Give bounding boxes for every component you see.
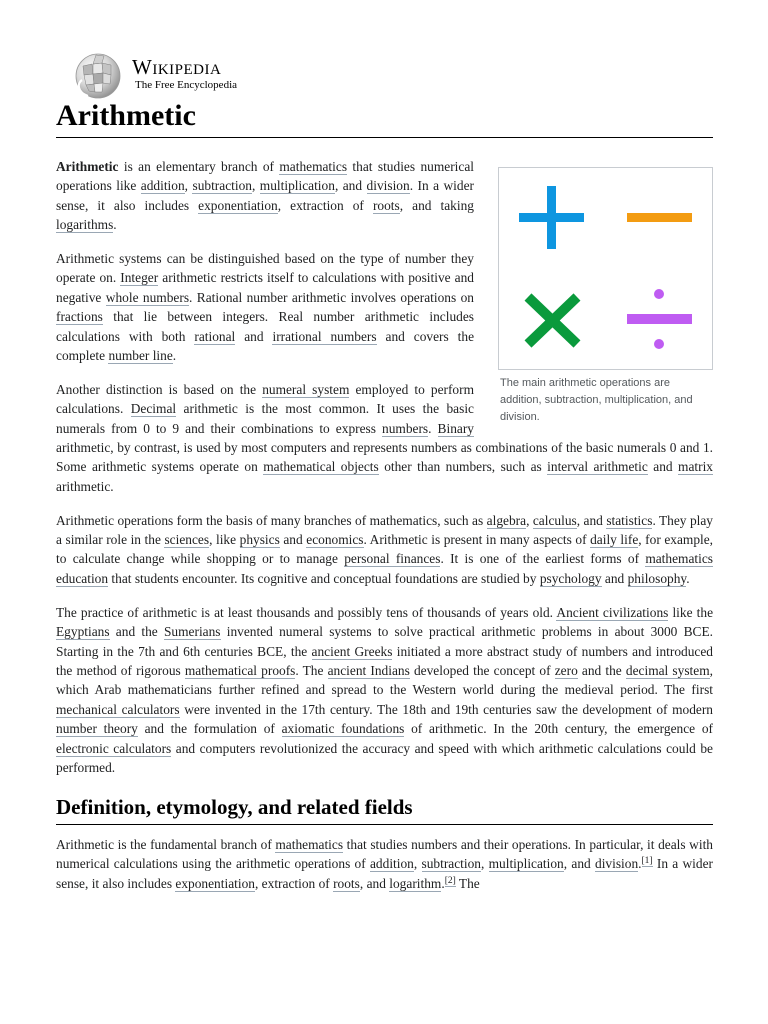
text: In a wider sense, it also includes: [56, 856, 713, 891]
link-mathematics[interactable]: mathematics: [279, 159, 348, 174]
link-statistics[interactable]: statistics: [606, 512, 653, 528]
text: .: [638, 856, 642, 872]
link-subtraction[interactable]: subtraction: [192, 178, 252, 194]
link-calculus[interactable]: calculus: [532, 512, 577, 528]
section-divider: [56, 824, 713, 825]
text: like the: [668, 604, 714, 620]
link-mathematical-proofs[interactable]: mathematical proofs: [184, 662, 296, 678]
plus-icon: [519, 186, 584, 249]
link-addition[interactable]: addition: [140, 178, 185, 194]
text: , extraction of: [254, 875, 334, 891]
divide-icon: [627, 289, 692, 349]
site-tagline: The Free Encyclopedia: [135, 79, 238, 91]
text: and the formulation of: [137, 721, 282, 737]
text: , and taking: [399, 197, 474, 213]
link-fractions[interactable]: fractions: [56, 309, 103, 325]
text: and the: [109, 624, 164, 640]
page-title: Arithmetic: [56, 99, 196, 132]
link-rational[interactable]: rational: [194, 328, 236, 344]
text: .: [113, 217, 117, 233]
text: that lie between integers. Real number arithmetic includes calculations with both: [56, 309, 474, 344]
text: and the: [577, 662, 626, 678]
text: Arithmetic systems can be distinguished based on the type of number they operate on.: [56, 251, 474, 286]
link-zero[interactable]: zero: [554, 662, 578, 678]
citation-1[interactable]: [642, 856, 653, 867]
times-icon: [528, 297, 577, 344]
text: and: [235, 328, 273, 344]
divide-dot-bottom: [654, 339, 664, 349]
link-decimal[interactable]: Decimal: [130, 401, 177, 417]
citation-link-1[interactable]: [1]: [641, 856, 653, 867]
link-addition[interactable]: addition: [369, 856, 414, 872]
link-ancient-civilizations[interactable]: Ancient civilizations: [556, 604, 669, 620]
text: .: [441, 875, 445, 891]
link-mathematical-objects[interactable]: mathematical objects: [263, 459, 379, 475]
plus-vertical: [547, 186, 556, 249]
text: invented numeral systems to solve practical arithmetic problems in about 3000 BCE. Starting in the 7th and 6th centuries BCE, the: [56, 624, 713, 659]
text: and covers the complete: [56, 328, 475, 364]
text: , and: [334, 178, 367, 194]
text: , and: [576, 512, 607, 528]
text: and: [647, 459, 679, 475]
text: Arithmetic operations form the basis of many branches of mathematics, such as: [56, 512, 487, 528]
text: ,: [481, 856, 489, 872]
text: The practice of arithmetic is at least thousands and possibly tens of thousands of years old.: [56, 604, 557, 620]
link-sciences[interactable]: sciences: [164, 532, 210, 548]
link-decimal-system[interactable]: decimal system: [625, 662, 710, 678]
text: developed the concept of: [409, 662, 555, 678]
text: . Rational number arithmetic involves operations on: [189, 289, 474, 305]
link-interval-arithmetic[interactable]: interval arithmetic: [547, 459, 648, 475]
link-roots[interactable]: roots: [372, 197, 400, 213]
bold-term: Arithmetic: [56, 159, 119, 174]
link-egyptians[interactable]: Egyptians: [56, 624, 110, 640]
link-mathematics[interactable]: mathematics: [275, 836, 344, 852]
minus-bar: [627, 213, 692, 222]
link-whole-numbers[interactable]: whole numbers: [105, 289, 190, 305]
link-psychology[interactable]: psychology: [539, 570, 602, 586]
text: and: [279, 532, 307, 548]
link-physics[interactable]: physics: [239, 532, 280, 548]
link-algebra[interactable]: algebra: [486, 512, 527, 528]
text: initiated a more abstract study of numbers and introduced the method of rigorous: [56, 643, 713, 678]
link-exponentiation[interactable]: exponentiation: [175, 875, 255, 891]
text: employed to perform calculations.: [56, 381, 474, 417]
link-personal-finances[interactable]: personal finances: [344, 551, 441, 567]
divide-dot-top: [654, 289, 664, 299]
paragraph-applications: [56, 511, 713, 589]
link-numbers[interactable]: numbers: [382, 420, 429, 436]
figure-caption: The main arithmetic operations are addition, subtraction, multiplication, and division.: [500, 377, 693, 423]
text: and: [601, 570, 628, 586]
text: arithmetic, by contrast, is used by most computers and represents numbers as combinations of the basic numerals 0 and 1. Some arithmetic systems operate on: [56, 440, 713, 475]
citation-2[interactable]: [445, 876, 456, 887]
text: is an elementary branch of: [118, 159, 280, 174]
paragraph-history: [56, 603, 713, 778]
text: that studies numerical operations like: [56, 159, 474, 194]
minus-icon: [627, 213, 692, 222]
text: , like: [209, 532, 240, 548]
site-wordmark: Wikipedia: [132, 55, 222, 79]
text: that studies numbers and their operations. In particular, it deals with numerical calculations using the arithmetic operations of: [56, 836, 713, 872]
text: arithmetic is the most common. It uses the basic numerals from 0 to 9 and their combinations to express: [56, 401, 474, 436]
text: , extraction of: [277, 197, 373, 213]
link-axiomatic-foundations[interactable]: axiomatic foundations: [281, 721, 405, 737]
link-subtraction[interactable]: subtraction: [421, 856, 481, 872]
link-daily-life[interactable]: daily life: [590, 532, 639, 548]
text: .: [428, 420, 438, 436]
link-division[interactable]: division: [595, 856, 639, 872]
text: .: [172, 348, 177, 364]
text: , and: [563, 856, 595, 872]
link-multiplication[interactable]: multiplication: [259, 178, 335, 194]
text: , which Arab mathematicians further refined and spread to the Western world during the medieval period. The first: [56, 662, 713, 698]
link-sumerians[interactable]: Sumerians: [163, 624, 221, 640]
link-ancient-greeks[interactable]: ancient Greeks: [311, 643, 393, 659]
text: other than numbers, such as: [378, 459, 548, 475]
link-logarithms[interactable]: logarithms: [56, 217, 114, 233]
link-economics[interactable]: economics: [306, 532, 364, 548]
text: of arithmetic. In the 20th century, the emergence of: [404, 721, 713, 737]
citation-link-2[interactable]: [2]: [444, 875, 456, 886]
wikipedia-globe-icon: [74, 52, 124, 100]
text: . It is one of the earliest forms of: [440, 551, 646, 567]
arithmetic-operations-image: [499, 168, 712, 369]
text: arithmetic restricts itself to calculations with positive and negative: [56, 270, 474, 305]
link-mathematics-education[interactable]: mathematics education: [56, 551, 713, 586]
article-body: [56, 157, 713, 907]
link-matrix[interactable]: matrix: [678, 459, 714, 475]
text: The: [455, 875, 480, 891]
link-ancient-indians[interactable]: ancient Indians: [327, 662, 410, 678]
link-irrational-numbers[interactable]: irrational numbers: [272, 328, 377, 344]
divide-bar: [627, 314, 692, 324]
link-logarithm[interactable]: logarithm: [389, 875, 442, 891]
text: arithmetic.: [56, 478, 114, 494]
link-binary[interactable]: Binary: [437, 420, 474, 436]
text: . Arithmetic is present in many aspects of: [363, 532, 591, 548]
paragraph-definition: [56, 835, 713, 893]
link-multiplication[interactable]: multiplication: [488, 856, 564, 872]
text: , and: [359, 875, 390, 891]
text: , for example, to calculate change while shopping or to manage: [56, 532, 714, 567]
text: . In a wider sense, it also includes: [56, 178, 474, 213]
link-numeral-system[interactable]: numeral system: [262, 381, 350, 397]
link-integer[interactable]: Integer: [120, 270, 159, 286]
text: .: [686, 570, 690, 586]
link-roots[interactable]: roots: [333, 875, 360, 891]
section-heading-definition: Definition, etymology, and related fields: [56, 794, 413, 819]
link-exponentiation[interactable]: exponentiation: [198, 197, 278, 213]
title-divider: [56, 137, 713, 138]
operations-figure-frame[interactable]: [498, 167, 713, 370]
link-mechanical-calculators[interactable]: mechanical calculators: [56, 701, 180, 717]
text: that students encounter. Its cognitive and conceptual foundations are studied by: [108, 570, 540, 586]
text: ,: [526, 512, 533, 528]
text: ,: [184, 178, 193, 194]
text: Arithmetic is the fundamental branch of: [56, 836, 276, 852]
text: ,: [413, 856, 422, 872]
text: . They play a similar role in the: [56, 512, 713, 548]
link-division[interactable]: division: [366, 178, 410, 194]
link-electronic-calculators[interactable]: electronic calculators: [56, 740, 172, 756]
text: ,: [251, 178, 260, 194]
text: and computers revolutionized the accuracy and speed with which arithmetic calculations could be performed.: [56, 740, 713, 775]
operations-figure: [498, 167, 713, 425]
link-number-line[interactable]: number line: [108, 348, 173, 364]
wikipedia-logo[interactable]: [74, 52, 254, 100]
link-number-theory[interactable]: number theory: [56, 721, 138, 737]
text: were invented in the 17th century. The 18th and 19th centuries saw the development of modern: [179, 701, 713, 717]
text: Another distinction is based on the: [56, 381, 263, 397]
text: . The: [295, 662, 328, 678]
link-philosophy[interactable]: philosophy: [627, 570, 687, 586]
